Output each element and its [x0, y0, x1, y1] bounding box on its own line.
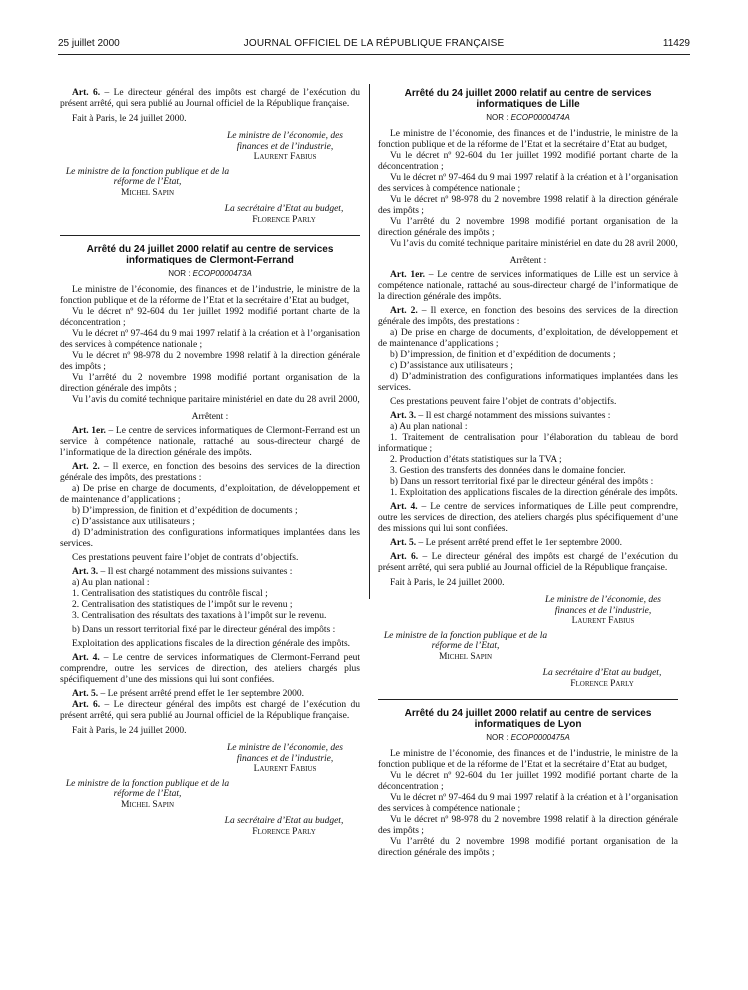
page-header — [58, 38, 690, 55]
list-item: 2. Production d’états statistiques sur la TVA ; — [390, 455, 562, 465]
done-at-paris: Fait à Paris, le 24 juillet 2000. — [72, 726, 187, 736]
list-item: a) Au plan national : — [390, 422, 468, 432]
article-5: Art. 5. – Le présent arrêté prend effet le 1er septembre 2000. — [72, 689, 304, 699]
preamble: Le ministre de l’économie, des finances et de l’industrie, le ministre de la fonction publique et de la réforme de l’Etat et la secrétaire d’Etat au budget, — [60, 285, 360, 306]
decree-title-lyon: Arrêté du 24 juillet 2000 relatif au centre de services informatiques de Lyon — [404, 708, 652, 730]
list-item: c) D’assistance aux utilisateurs ; — [72, 517, 195, 527]
list-item: Exploitation des applications fiscales de la direction générale des impôts. — [72, 639, 351, 649]
visa: Vu l’arrêté du 2 novembre 1998 modifié portant organisation de la direction générale des impôts ; — [378, 217, 678, 238]
article-2: Art. 2. – Il exerce, en fonction des besoins des services de la direction générale des impôts, des prestations : — [378, 306, 678, 327]
visa: Vu le décret nº 98-978 du 2 novembre 1998 relatif à la direction générale des impôts ; — [378, 195, 678, 216]
article-4: Art. 4. – Le centre de services informatiques de Clermont-Ferrand peut comprendre, outre les services de direction, des ateliers chargés plus spécifiquement d’une des missions qui lui sont confiées. — [60, 653, 360, 685]
nor-reference: NOR : ECOP0000475A — [486, 733, 570, 742]
page-number: 11429 — [662, 38, 690, 49]
article-5: Art. 5. – Le présent arrêté prend effet le 1er septembre 2000. — [390, 538, 622, 548]
decree-title-clermont: Arrêté du 24 juillet 2000 relatif au centre de services informatiques de Clermont-Ferrand — [86, 244, 334, 266]
list-item: 3. Centralisation des résultats des taxations à l’impôt sur le revenu. — [72, 611, 327, 621]
preamble: Le ministre de l’économie, des finances et de l’industrie, le ministre de la fonction publique et de la réforme de l’Etat et la secrétaire d’Etat au budget, — [378, 129, 678, 150]
article-1: Art. 1er. – Le centre de services informatiques de Clermont-Ferrand est un service à compétence nationale, rattaché au sous-directeur chargé de l’informatique de la direction générale des impôts. — [60, 426, 360, 458]
article-6-prev: Art. 6. – Le directeur général des impôts est chargé de l’exécution du présent arrêté, qui sera publié au Journal officiel de la République française. — [60, 88, 360, 109]
nor-reference: NOR : ECOP0000474A — [486, 113, 570, 122]
article-3: Art. 3. – Il est chargé notamment des missions suivantes : — [390, 411, 611, 421]
article-1: Art. 1er. – Le centre de services informatiques de Lille est un service à compétence nationale, rattaché au sous-directeur chargé de l’informatique de la direction générale des impôts. — [378, 270, 679, 302]
visa: Vu le décret nº 92-604 du 1er juillet 1992 modifié portant charte de la déconcentration ; — [60, 307, 360, 328]
list-item: d) D’administration des configurations informatiques implantées dans les services. — [378, 372, 678, 393]
visa: Vu l’avis du comité technique paritaire ministériel en date du 28 avril 2000, — [390, 239, 678, 249]
signature-budget-secretary: La secrétaire d’Etat au budget, Florence Parly — [542, 668, 662, 689]
list-item: 2. Centralisation des statistiques de l’impôt sur le revenu ; — [72, 600, 293, 610]
column-divider — [369, 84, 370, 599]
list-item: c) D’assistance aux utilisateurs ; — [390, 361, 513, 371]
signature-finance-minister: Le ministre de l’économie, des finances et de l’industrie, Laurent Fabius — [227, 743, 343, 774]
list-item: b) Dans un ressort territorial fixé par le directeur général des impôts : — [72, 625, 336, 635]
signature-budget-secretary: La secrétaire d’Etat au budget, Florence Parly — [224, 204, 344, 225]
article-6: Art. 6. – Le directeur général des impôts est chargé de l’exécution du présent arrêté, qui sera publié au Journal officiel de la République française. — [60, 700, 360, 721]
visa: Vu le décret nº 92-604 du 1er juillet 1992 modifié portant charte de la déconcentration ; — [378, 151, 678, 172]
list-item: a) De prise en charge de documents, d’exploitation, de développement et de maintenance d’applications ; — [378, 328, 678, 349]
nor-reference: NOR : ECOP0000473A — [168, 269, 252, 278]
done-at-paris: Fait à Paris, le 24 juillet 2000. — [72, 114, 187, 124]
list-item: d) D’administration des configurations informatiques implantées dans les services. — [60, 528, 360, 549]
section-rule — [60, 235, 360, 236]
visa: Vu l’arrêté du 2 novembre 1998 modifié portant organisation de la direction générale des impôts ; — [60, 373, 360, 394]
journal-title: JOURNAL OFFICIEL DE LA RÉPUBLIQUE FRANÇAISE — [243, 38, 505, 49]
list-item: a) De prise en charge de documents, d’exploitation, de développement et de maintenance d’applications ; — [60, 484, 360, 505]
signature-public-service-minister: Le ministre de la fonction publique et de la réforme de l’Etat, Michel Sapin — [65, 166, 230, 198]
arretent: Arrêtent : — [509, 256, 547, 266]
article-3: Art. 3. – Il est chargé notamment des missions suivantes : — [72, 567, 293, 577]
left-column — [60, 88, 360, 837]
visa: Vu le décret nº 92-604 du 1er juillet 1992 modifié portant charte de la déconcentration ; — [378, 771, 678, 792]
list-item: 1. Traitement de centralisation pour l’élaboration du tableau de bord informatique ; — [378, 433, 678, 454]
list-item: b) Dans un ressort territorial fixé par le directeur général des impôts : — [390, 477, 654, 487]
visa: Vu le décret nº 98-978 du 2 novembre 1998 relatif à la direction générale des impôts ; — [60, 351, 360, 372]
list-item: 1. Exploitation des applications fiscales de la direction générale des impôts. — [390, 488, 678, 498]
signature-finance-minister: Le ministre de l’économie, des finances et de l’industrie, Laurent Fabius — [227, 131, 343, 162]
signature-public-service-minister: Le ministre de la fonction publique et de la réforme de l’Etat, Michel Sapin — [65, 778, 230, 810]
signature-finance-minister: Le ministre de l’économie, des finances et de l’industrie, Laurent Fabius — [545, 595, 661, 626]
section-rule — [378, 699, 678, 700]
visa: Vu le décret nº 98-978 du 2 novembre 1998 relatif à la direction générale des impôts ; — [378, 815, 678, 836]
article-2: Art. 2. – Il exerce, en fonction des besoins des services de la direction générale des impôts, des prestations : — [60, 462, 360, 483]
visa: Vu l’avis du comité technique paritaire ministériel en date du 28 avril 2000, — [72, 395, 360, 405]
list-item: b) D’impression, de finition et d’expédition de documents ; — [72, 506, 298, 516]
list-item: 1. Centralisation des statistiques du contrôle fiscal ; — [72, 589, 268, 599]
visa: Vu le décret nº 97-464 du 9 mai 1997 relatif à la création et à l’organisation des services à compétence nationale ; — [378, 793, 678, 814]
visa: Vu le décret nº 97-464 du 9 mai 1997 relatif à la création et à l’organisation des services à compétence nationale ; — [60, 329, 360, 350]
list-item: a) Au plan national : — [72, 578, 150, 588]
done-at-paris: Fait à Paris, le 24 juillet 2000. — [390, 578, 505, 588]
right-column — [378, 88, 678, 859]
article-6: Art. 6. – Le directeur général des impôts est chargé de l’exécution du présent arrêté, qui sera publié au Journal officiel de la République française. — [378, 552, 678, 573]
signature-budget-secretary: La secrétaire d’Etat au budget, Florence Parly — [224, 816, 344, 837]
signature-public-service-minister: Le ministre de la fonction publique et de la réforme de l’Etat, Michel Sapin — [383, 630, 548, 662]
header-date: 25 juillet 2000 — [58, 38, 120, 49]
arretent: Arrêtent : — [191, 412, 229, 422]
list-item: b) D’impression, de finition et d’expédition de documents ; — [390, 350, 616, 360]
list-item: 3. Gestion des transferts des données dans le domaine foncier. — [390, 466, 626, 476]
visa: Vu l’arrêté du 2 novembre 1998 modifié portant organisation de la direction générale des impôts ; — [378, 837, 678, 858]
article-4: Art. 4. – Le centre de services informatiques de Lille peut comprendre, outre les services de direction, des ateliers chargés plus spécifiquement d’une des missions qui lui sont confiées. — [378, 502, 678, 534]
list-item: Ces prestations peuvent faire l’objet de contrats d’objectifs. — [72, 553, 299, 563]
preamble: Le ministre de l’économie, des finances et de l’industrie, le ministre de la fonction publique et de la réforme de l’Etat et la secrétaire d’Etat au budget, — [378, 749, 678, 770]
visa: Vu le décret nº 97-464 du 9 mai 1997 relatif à la création et à l’organisation des services à compétence nationale ; — [378, 173, 678, 194]
decree-title-lille: Arrêté du 24 juillet 2000 relatif au centre de services informatiques de Lille — [404, 88, 652, 110]
list-item: Ces prestations peuvent faire l’objet de contrats d’objectifs. — [390, 397, 617, 407]
